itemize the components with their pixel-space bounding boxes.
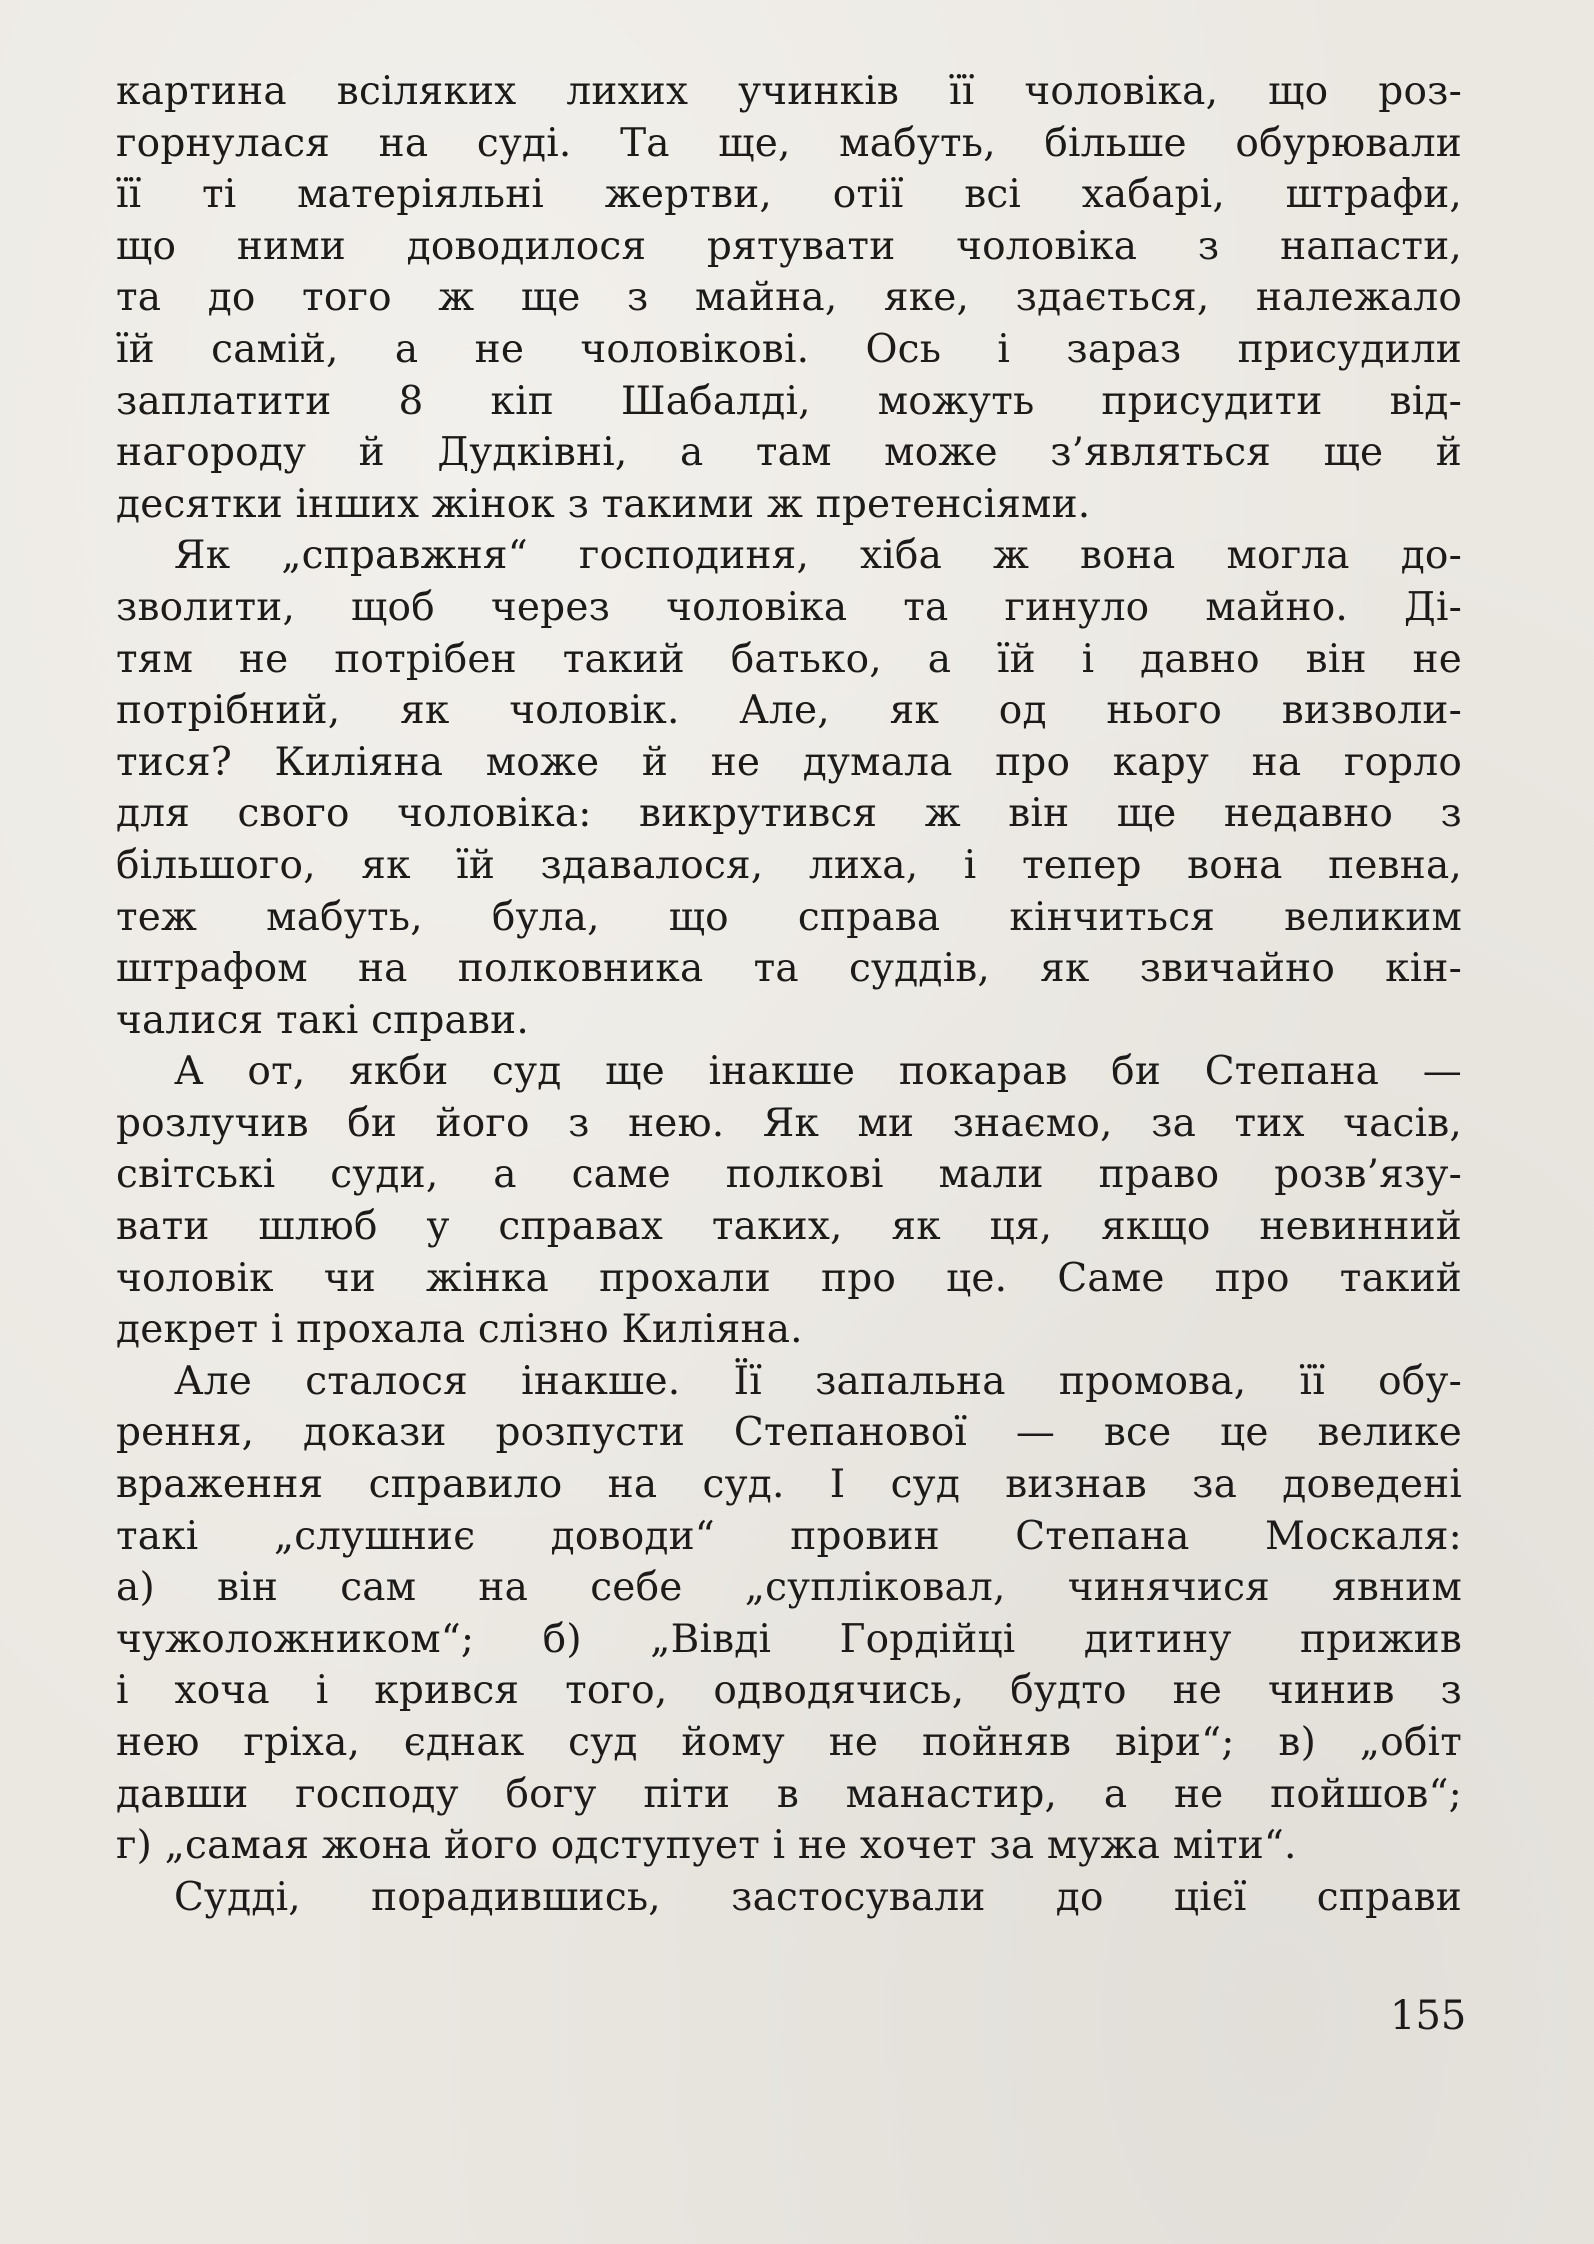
text-line: а) він сам на себе „супліковал, чинячися явним [116, 1565, 1462, 1611]
text-line: тися? Киліяна може й не думала про кару на горло [116, 739, 1462, 785]
text-line: такі „слушниє доводи“ провин Степана Москаля: [116, 1513, 1462, 1559]
text-line: декрет і прохала слізно Киліяна. [116, 1307, 803, 1353]
text-line: розлучив би його з нею. Як ми знаємо, за тих часів, [116, 1100, 1462, 1146]
text-line: г) „самая жона його одступует і не хочет за мужа міти“. [116, 1823, 1297, 1869]
text-line: що ними доводилося рятувати чоловіка з напасти, [116, 223, 1462, 269]
text-line: десятки інших жінок з такими ж претенсіями. [116, 481, 1091, 527]
text-line: більшого, як їй здавалося, лиха, і тепер вона певна, [116, 842, 1462, 888]
text-line: її ті матеріяльні жертви, отії всі хабарі, штрафи, [116, 172, 1462, 218]
text-line: для свого чоловіка: викрутився ж він ще недавно з [116, 791, 1462, 837]
paragraph-first-line: Але сталося інакше. Її запальна промова, її обу- [174, 1358, 1462, 1404]
text-line: давши господу богу піти в манастир, а не пойшов“; [116, 1771, 1462, 1817]
text-line: рення, докази розпусти Степанової — все це велике [116, 1410, 1462, 1456]
text-line: зволити, щоб через чоловіка та гинуло майно. Ді- [116, 584, 1462, 630]
text-line: чоловік чи жінка прохали про це. Саме про такий [116, 1255, 1462, 1301]
paragraph-first-line: Як „справжня“ господиня, хіба ж вона могла до- [174, 533, 1462, 579]
text-line: тям не потрібен такий батько, а їй і давно він не [116, 636, 1462, 682]
text-line: і хоча і крився того, одводячись, будто не чинив з [116, 1668, 1462, 1714]
text-line: чалися такі справи. [116, 997, 529, 1043]
text-line: світські суди, а саме полкові мали право розв’язу- [116, 1152, 1462, 1198]
text-line: заплатити 8 кіп Шабалді, можуть присудити від- [116, 378, 1462, 424]
text-line: теж мабуть, була, що справа кінчиться великим [116, 894, 1462, 940]
text-line: та до того ж ще з майна, яке, здається, належало [116, 275, 1462, 321]
text-line: картина всіляких лихих учинків її чоловіка, що роз- [116, 69, 1462, 114]
page-number: 155 [1390, 1993, 1467, 2039]
text-line: горнулася на суді. Та ще, мабуть, більше обурювали [116, 120, 1462, 166]
text-line: враження справило на суд. І суд визнав за доведені [116, 1462, 1462, 1508]
paragraph-first-line: Судді, порадившись, застосували до цієї справи [174, 1874, 1462, 1920]
text-line: штрафом на полковника та суддів, як звичайно кін- [116, 946, 1462, 992]
text-line: потрібний, як чоловік. Але, як од нього визволи- [116, 688, 1462, 734]
text-line: вати шлюб у справах таких, як ця, якщо невинний [116, 1204, 1462, 1250]
text-line: нагороду й Дудківні, а там може з’являться ще й [116, 430, 1462, 476]
text-line: нею гріха, єднак суд йому не пойняв віри“; в) „обіт [116, 1720, 1462, 1765]
body-text [116, 66, 1462, 1923]
paragraph-first-line: А от, якби суд ще інакше покарав би Степана — [174, 1049, 1462, 1095]
text-line: чужоложником“; б) „Вівді Гордійці дитину прижив [116, 1616, 1462, 1662]
text-line: їй самій, а не чоловікові. Ось і зараз присудили [116, 326, 1462, 372]
